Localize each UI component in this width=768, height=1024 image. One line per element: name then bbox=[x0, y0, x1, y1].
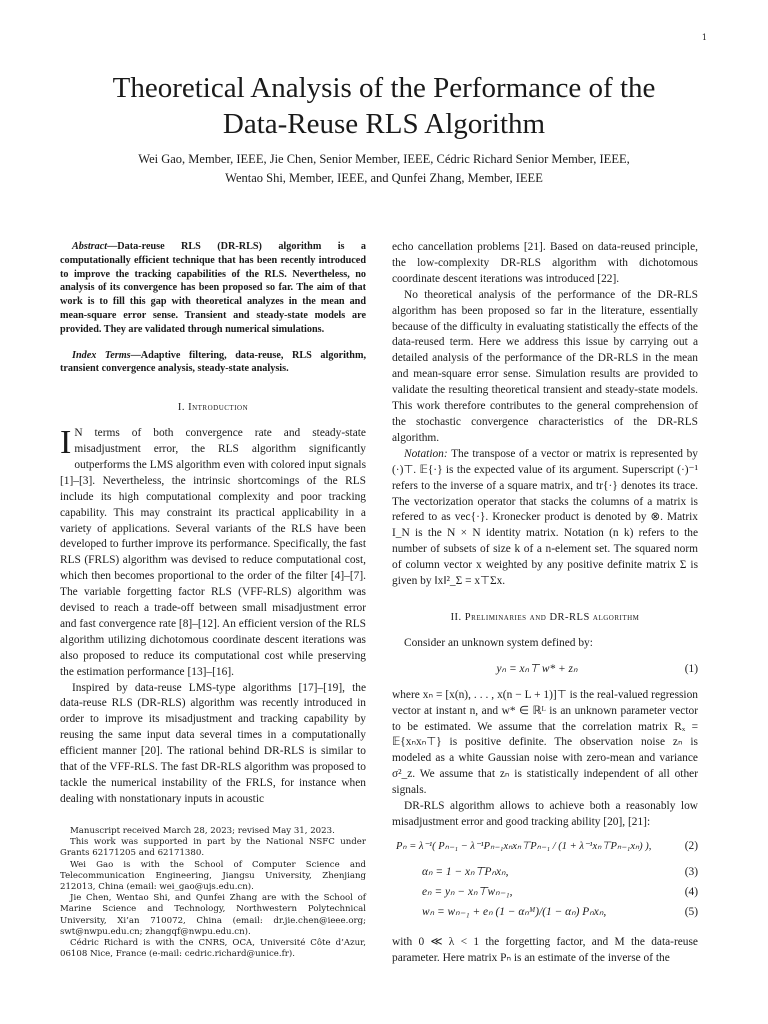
section-heading-preliminaries: II. Preliminaries and DR-RLS algorithm bbox=[450, 611, 640, 623]
index-terms-label: Index Terms bbox=[72, 349, 131, 361]
section-heading-introduction: I. Introduction bbox=[177, 402, 249, 414]
equation-3-body: αₙ = 1 − xₙ⊤Pₙxₙ, bbox=[422, 865, 509, 878]
abstract-text: —Data-reuse RLS (DR-RLS) algorithm is a computationally efficient technique that has been recently introduced to improve the tracking capabilities of the RLS. Nevertheless, no analysis of its convergence has been proposed so far. The aim of that work is to fill this gap with theoretical analyzes in the mean and mean-square error sense. Transient and steady-state models are provided. They are validated through numerical simulations. bbox=[60, 241, 366, 335]
equation-1-number: (1) bbox=[684, 662, 698, 675]
footnote: Cédric Richard is with the CNRS, OCA, Université Côte d’Azur, 06108 Nice, France (e-mail: cedric.richard@unice.fr). bbox=[60, 938, 366, 960]
page-number: 1 bbox=[701, 33, 707, 42]
equation-4-number: (4) bbox=[684, 885, 698, 898]
intro-paragraph-4: No theoretical analysis of the performance of the DR-RLS algorithm has been proposed so far in the literature, essentially because of the difficulty in evaluating statistically the effects of the data-reused term. Here we address this issue by carrying out a detailed analysis of the performance of the DR-RLS in the mean and mean-square error sense. Simulation results are provided to validate the resulting theoretical transient and steady-state models. This work therefore contributes to the general comprehension of the stochastic convergence characteristics of the DR-RLS algorithm. bbox=[392, 288, 698, 444]
footnote: Wei Gao is with the School of Computer Science and Telecommunication Engineering, Jiangsu University, Zhenjiang 212013, China (email: wei_gao@ujs.edu.cn). bbox=[60, 859, 366, 893]
prelim-paragraph-3: DR-RLS algorithm allows to achieve both a reasonably low misadjustment error and good tracking ability [20], [21]: bbox=[392, 800, 698, 828]
author-list bbox=[60, 150, 708, 188]
prelim-paragraph-1: Consider an unknown system defined by: bbox=[404, 636, 593, 649]
equations-2-5 bbox=[392, 839, 698, 931]
notation-paragraph bbox=[392, 447, 698, 590]
equation-2-number: (2) bbox=[684, 839, 698, 852]
intro-paragraph-2: Inspired by data-reuse LMS-type algorithms [17]–[19], the data-reuse RLS (DR-RLS) algorithm was recently introduced in order to improve its misadjustment and tracking capability by reusing the same input data several times in a computationally efficient manner [20]. The rational behind DR-RLS is similar to that of the VFF-RLS. The fast DR-RLS algorithm was proposed to tackle the numerical instability of the FRLS, for instance when dealing with nonstationary inputs in acoustic bbox=[60, 681, 366, 805]
intro-paragraph-1-text: N terms of both convergence rate and steady-state misadjustment error, the RLS algorithm significantly outperforms the LMS algorithm even with colored input signals [1]–[3]. Nevertheless, the intrinsic shortcomings of the RLS include its high computational complexity and poor tracking capability. This may constraint its practical applicability in a variety of applications. Several variants of the RLS have been developed to further improve its performance. Specifically, the fast RLS (FRLS) algorithm was devised to reduce computational cost, which then becomes proportional to the order of the filter [4]–[7]. The variable forgetting factor RLS (VFF-RLS) algorithm was devised to reach a trade-off between small misadjustment error and fast convergence rate [8]–[12]. An efficient version of the RLS algorithm utilizing dichotomous coordinate descent iterations was also proposed to reduce its computational cost while preserving the estimation performance [13]–[16]. bbox=[60, 427, 366, 678]
index-terms-text: —Adaptive filtering, data-reuse, RLS algorithm, transient convergence analysis, steady-state analysis. bbox=[60, 349, 366, 375]
notation-text: The transpose of a vector or matrix is represented by (·)⊤. 𝔼{·} is the expected value of its argument. Superscript (·)⁻¹ refers to the inverse of a square matrix, and tr{·} denotes its trace. The vectorization operator that stacks the columns of a matrix is refered to as vec{·}. Kronecker product is denoted by ⊗. Matrix I_N is the N × N identity matrix. Notation (n k) refers to the number of subsets of size k of a n-element set. The squared norm of column vector x weighted by any positive definite matrix Σ is given by ‖x‖²_Σ = x⊤Σx. bbox=[392, 447, 698, 588]
authors-line-2: Wentao Shi, Member, IEEE, and Qunfei Zhang, Member, IEEE bbox=[225, 171, 543, 185]
equation-3-number: (3) bbox=[684, 865, 698, 878]
equation-4 bbox=[392, 885, 698, 905]
footnote: Manuscript received March 28, 2023; revised May 31, 2023. bbox=[70, 826, 335, 836]
paper-title bbox=[0, 70, 768, 142]
index-terms bbox=[60, 349, 366, 377]
equation-2-body: Pₙ = λ⁻¹( Pₙ₋₁ − λ⁻¹Pₙ₋₁xₙxₙ⊤Pₙ₋₁ / (1 + λ⁻¹xₙ⊤Pₙ₋₁xₙ) ), bbox=[396, 840, 652, 852]
intro-paragraph-1 bbox=[60, 426, 366, 681]
authors-line-1: Wei Gao, Member, IEEE, Jie Chen, Senior Member, IEEE, Cédric Richard Senior Member, IEEE, bbox=[138, 152, 630, 166]
footnotes bbox=[60, 826, 366, 960]
abstract-label: Abstract bbox=[72, 241, 108, 252]
left-column bbox=[60, 240, 366, 808]
intro-paragraph-3: echo cancellation problems [21]. Based on data-reused principle, the low-complexity DR-RLS algorithm with dichotomous coordinate descent iterations was introduced [22]. bbox=[392, 241, 698, 285]
footnote: Jie Chen, Wentao Shi, and Qunfei Zhang are with the School of Marine Science and Technology, Northwestern Polytechnical University, Xi’an 710072, China (email: dr.jie.chen@ieee.org; swt@nwpu.edu.cn; zhangqf@nwpu.edu.cn). bbox=[60, 893, 366, 937]
equation-3 bbox=[392, 865, 698, 885]
drop-cap: I bbox=[60, 424, 72, 462]
equation-5-number: (5) bbox=[684, 905, 698, 918]
equation-1 bbox=[392, 660, 698, 682]
notation-label: Notation: bbox=[404, 447, 448, 460]
prelim-paragraph-2: where xₙ = [x(n), . . . , x(n − L + 1)]⊤ is the real-valued regression vector at instant n, and w* ∈ ℝᴸ is an unknown parameter vector to be estimated. We assume that the correlation matrix Rₓ = 𝔼{xₙxₙ⊤} is positive definite. The observation noise zₙ is modeled as a white Gaussian noise with zero-mean and variance σ²_z. We assume that zₙ is statistically independent of all other signals. bbox=[392, 688, 698, 797]
equation-2 bbox=[392, 839, 698, 865]
title-line-2: Data-Reuse RLS Algorithm bbox=[222, 108, 546, 140]
prelim-paragraph-4: with 0 ≪ λ < 1 the forgetting factor, and M the data-reuse parameter. Here matrix Pₙ is an estimate of the inverse of the bbox=[392, 935, 698, 964]
equation-1-body: yₙ = xₙ⊤ w* + zₙ bbox=[496, 662, 578, 675]
equation-5-body: wₙ = wₙ₋₁ + eₙ (1 − αₙᴹ)/(1 − αₙ) Pₙxₙ, bbox=[422, 905, 607, 918]
equation-4-body: eₙ = yₙ − xₙ⊤wₙ₋₁, bbox=[422, 885, 513, 898]
title-line-1: Theoretical Analysis of the Performance of the bbox=[112, 72, 656, 104]
footnote: This work was supported in part by the National NSFC under Grants 62171205 and 62171380. bbox=[60, 837, 366, 859]
abstract bbox=[60, 240, 366, 337]
right-column bbox=[392, 240, 698, 967]
equation-5 bbox=[392, 905, 698, 931]
